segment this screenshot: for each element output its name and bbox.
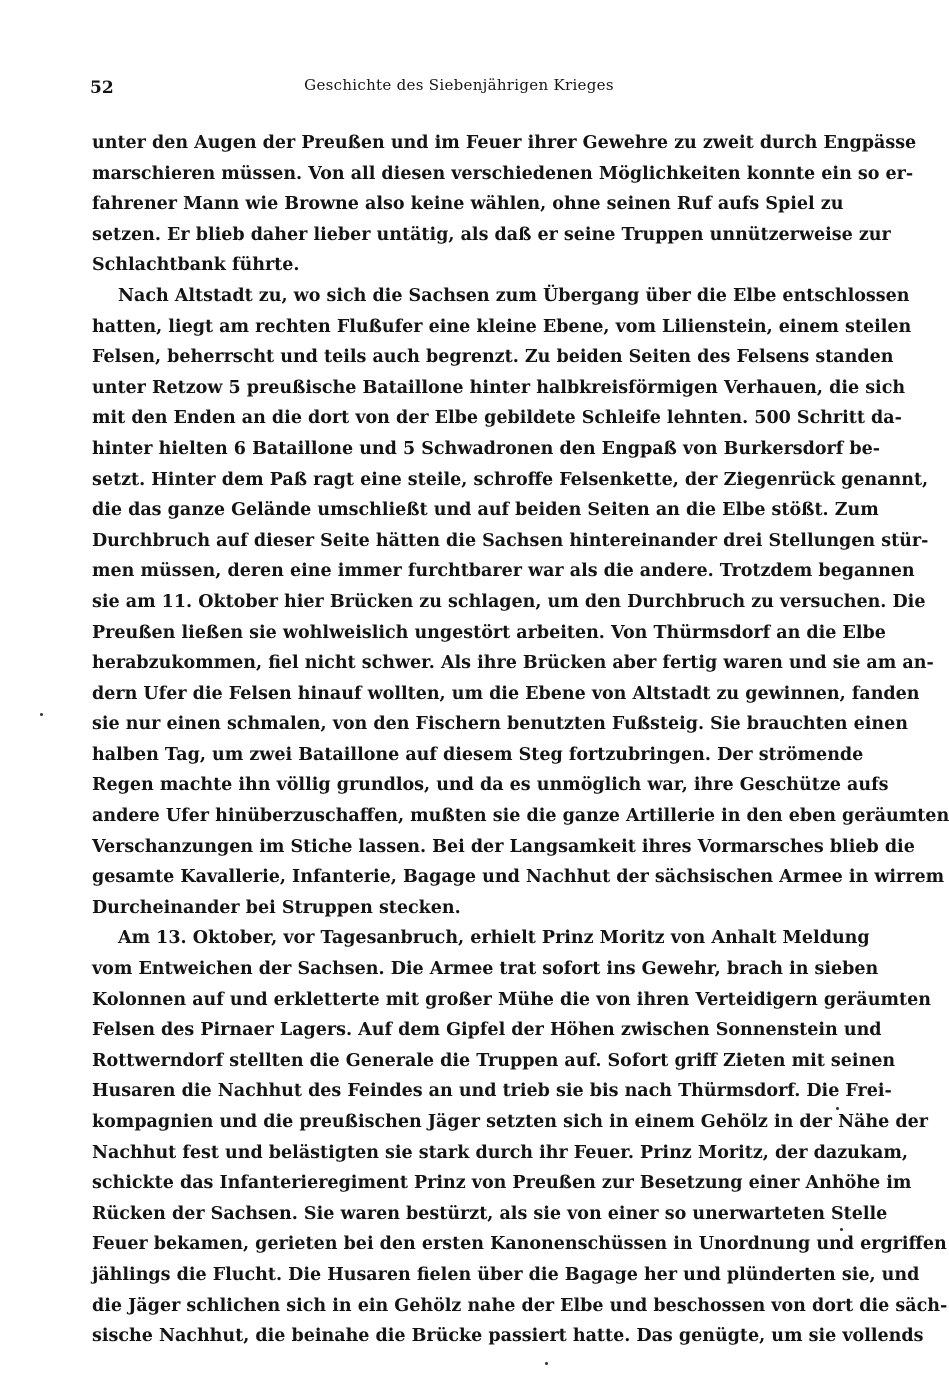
text-line: vom Entweichen der Sachsen. Die Armee trat sofort ins Gewehr, brach in sieben — [92, 959, 879, 980]
text-line: Nach Altstadt zu, wo sich die Sachsen zum Übergang über die Elbe entschlossen — [118, 285, 910, 306]
text-line: Felsen, beherrscht und teils auch begrenzt. Zu beiden Seiten des Felsens standen — [92, 347, 894, 368]
scan-speck — [840, 1228, 843, 1231]
text-line: sie am 11. Oktober hier Brücken zu schlagen, um den Durchbruch zu versuchen. Die — [92, 591, 926, 612]
text-line: mit den Enden an die dort von der Elbe gebildete Schleife lehnten. 500 Schritt da- — [92, 408, 902, 429]
running-title: Geschichte des Siebenjährigen Krieges — [304, 76, 614, 94]
text-line: Durchbruch auf dieser Seite hätten die Sachsen hintereinander drei Stellungen stür- — [92, 530, 929, 551]
text-line: Feuer bekamen, gerieten bei den ersten Kanonenschüssen in Unordnung und ergriffen — [92, 1234, 947, 1255]
text-line: Regen machte ihn völlig grundlos, und da es unmöglich war, ihre Geschütze aufs — [92, 775, 889, 796]
text-line: dern Ufer die Felsen hinauf wollten, um die Ebene von Altstadt zu gewinnen, fanden — [92, 683, 920, 704]
text-line: Husaren die Nachhut des Feindes an und trieb sie bis nach Thürmsdorf. Die Frei- — [92, 1081, 892, 1102]
text-line: Verschanzungen im Stiche lassen. Bei der Langsamkeit ihres Vormarsches blieb die — [92, 836, 915, 857]
text-line: halben Tag, um zwei Bataillone auf diesem Steg fortzubringen. Der strömende — [92, 744, 864, 765]
text-line: Rücken der Sachsen. Sie waren bestürzt, als sie von einer so unerwarteten Stelle — [92, 1203, 888, 1224]
scan-speck — [836, 1107, 839, 1110]
text-line: herabzukommen, fiel nicht schwer. Als ihre Brücken aber fertig waren und sie am an- — [92, 653, 934, 674]
page-header — [90, 74, 828, 104]
text-line: die Jäger schlichen sich in ein Gehölz nahe der Elbe und beschossen von dort die säch- — [92, 1295, 948, 1316]
text-line: marschieren müssen. Von all diesen verschiedenen Möglichkeiten konnte ein so er- — [92, 163, 914, 184]
text-line: Nachhut fest und belästigten sie stark durch ihr Feuer. Prinz Moritz, der dazukam, — [92, 1142, 908, 1163]
body-text — [92, 128, 949, 1352]
text-line: kompagnien und die preußischen Jäger setzten sich in einem Gehölz in der Nähe der — [92, 1112, 928, 1132]
text-line: setzt. Hinter dem Paß ragt eine steile, schroffe Felsenkette, der Ziegenrück genannt, — [92, 469, 929, 490]
text-line: Preußen ließen sie wohlweislich ungestört arbeiten. Von Thürmsdorf an die Elbe — [92, 622, 886, 643]
text-line: hatten, liegt am rechten Flußufer eine kleine Ebene, vom Lilienstein, einem steilen — [92, 316, 912, 337]
text-line: die das ganze Gelände umschließt und auf beiden Seiten an die Elbe stößt. Zum — [92, 500, 879, 521]
scan-speck — [545, 1362, 548, 1365]
text-line: fahrener Mann wie Browne also keine wählen, ohne seinen Ruf aufs Spiel zu — [92, 194, 844, 215]
text-line: jählings die Flucht. Die Husaren fielen über die Bagage her und plünderten sie, und — [92, 1264, 920, 1285]
text-line: setzen. Er blieb daher lieber untätig, als daß er seine Truppen unnützerweise zur — [92, 224, 891, 245]
text-line: Am 13. Oktober, vor Tagesanbruch, erhielt Prinz Moritz von Anhalt Meldung — [118, 928, 870, 949]
text-line: Rottwerndorf stellten die Generale die Truppen auf. Sofort griff Zieten mit seinen — [92, 1050, 896, 1071]
text-line: Schlachtbank führte. — [92, 255, 300, 276]
text-line: gesamte Kavallerie, Infanterie, Bagage und Nachhut der sächsischen Armee in wirrem — [92, 867, 945, 888]
scan-speck — [40, 713, 43, 716]
text-line: unter den Augen der Preußen und im Feuer ihrer Gewehre zu zweit durch Engpässe — [92, 133, 917, 153]
text-line: Kolonnen auf und erkletterte mit großer Mühe die von ihren Verteidigern geräumten — [92, 989, 931, 1010]
text-line: Durcheinander bei Struppen stecken. — [92, 897, 461, 918]
text-line: unter Retzow 5 preußische Bataillone hinter halbkreisförmigen Verhauen, die sich — [92, 377, 906, 398]
text-line: men müssen, deren eine immer furchtbarer war als die andere. Trotzdem begannen — [92, 561, 915, 582]
page-number: 52 — [90, 78, 114, 98]
text-line: sie nur einen schmalen, von den Fischern benutzten Fußsteig. Sie brauchten einen — [92, 714, 908, 735]
text-line: Felsen des Pirnaer Lagers. Auf dem Gipfel der Höhen zwischen Sonnenstein und — [92, 1020, 882, 1041]
text-line: schickte das Infanterieregiment Prinz von Preußen zur Besetzung einer Anhöhe im — [92, 1173, 912, 1194]
text-line: hinter hielten 6 Bataillone und 5 Schwadronen den Engpaß von Burkersdorf be- — [92, 438, 881, 459]
text-line: sische Nachhut, die beinahe die Brücke passiert hatte. Das genügte, um sie vollends — [92, 1326, 924, 1347]
text-line: andere Ufer hinüberzuschaffen, mußten sie die ganze Artillerie in den eben geräumten — [92, 806, 949, 827]
